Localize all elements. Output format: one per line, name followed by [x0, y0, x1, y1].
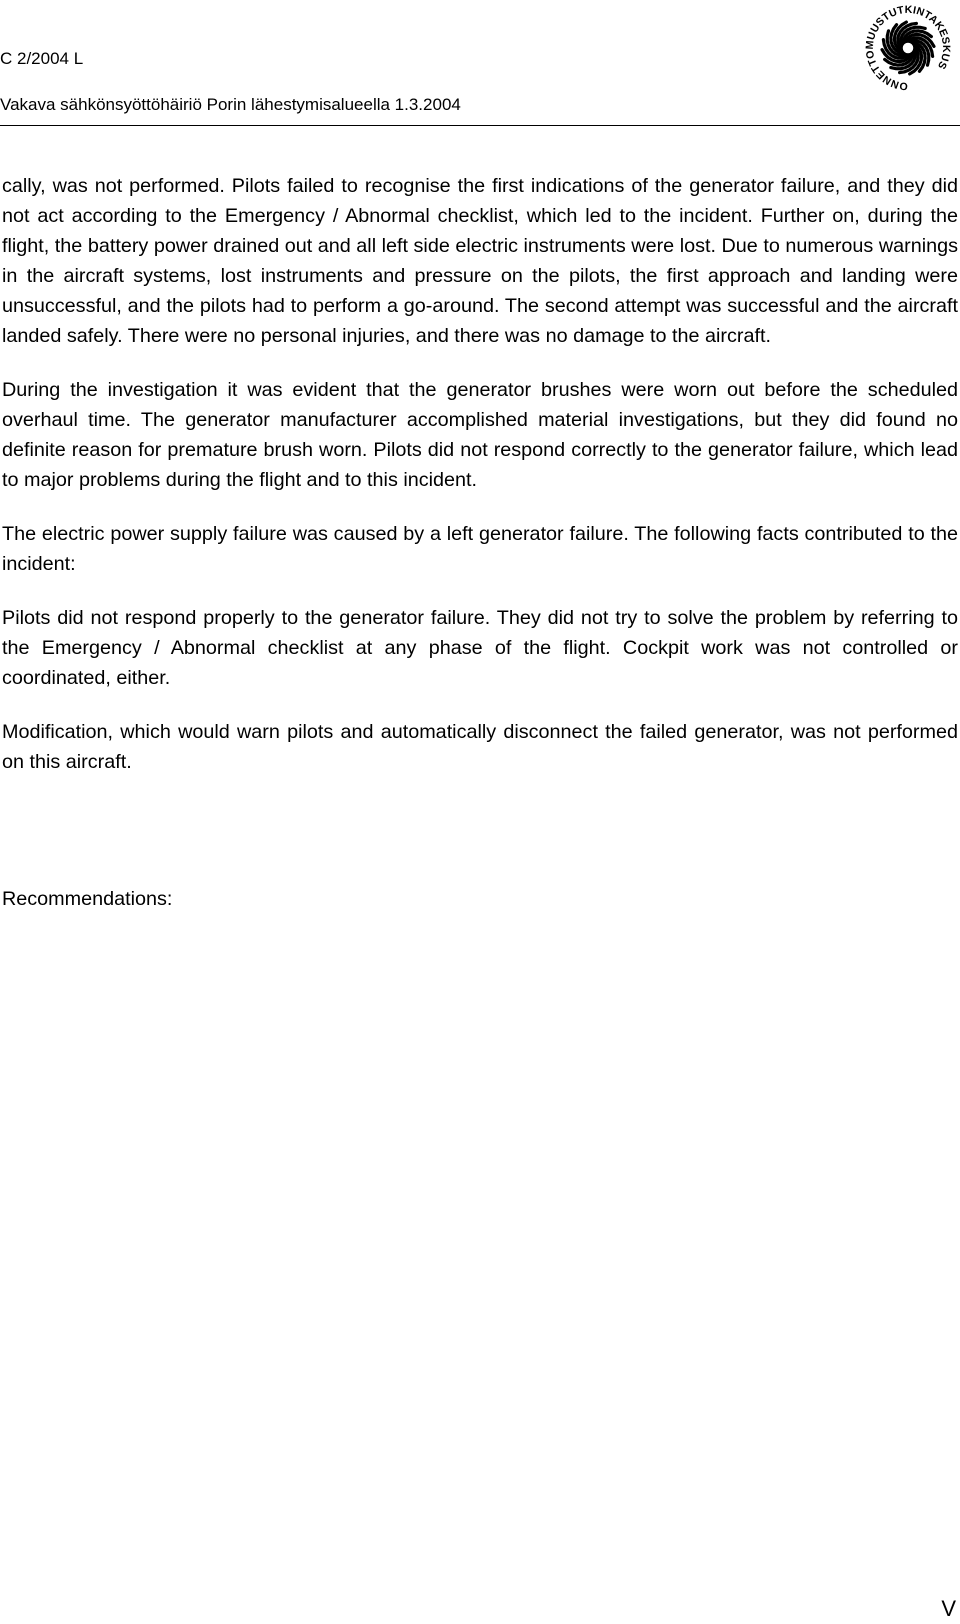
paragraph-3: The electric power supply failure was caused by a left generator failure. The following facts contributed to the incident: [2, 523, 958, 575]
seal-circular-text: ONNETTOMUUSTUTKINTAKESKUS [863, 3, 953, 93]
investigation-board-seal-icon [860, 0, 956, 106]
paragraph-5: Modification, which would warn pilots and automatically disconnect the failed generator, was not performed on this aircraft. [2, 721, 958, 773]
report-subtitle: Vakava sähkönsyöttöhäiriö Porin lähestymisalueella 1.3.2004 [0, 95, 461, 114]
report-id: C 2/2004 L [0, 49, 84, 68]
recommendations-heading: Recommendations: [2, 888, 173, 910]
page-header [0, 0, 960, 128]
paragraph-2: During the investigation it was evident that the generator brushes were worn out before the scheduled overhaul time. The generator manufacturer accomplished material investigations, but they did found no definite reason for premature brush worn. Pilots did not respond correctly to the generator failure, which lead to major problems during the flight and to this incident. [2, 379, 958, 491]
paragraph-1: cally, was not performed. Pilots failed to recognise the first indications of the generator failure, and they did not act according to the Emergency / Abnormal checklist, which led to the incident. Further on, during the flight, the battery power drained out and all left side electric instruments were lost. Due to numerous warnings in the aircraft systems, lost instruments and pressure on the pilots, the first approach and landing were unsuccessful, and the pilots had to perform a go-around. The second attempt was successful and the aircraft landed safely. There were no personal injuries, and there was no damage to the aircraft. [2, 175, 958, 347]
header-divider [0, 125, 960, 126]
paragraph-4: Pilots did not respond properly to the generator failure. They did not try to solve the problem by referring to the Emergency / Abnormal checklist at any phase of the flight. Cockpit work was not controlled or coordinated, either. [2, 607, 958, 689]
body-text [2, 171, 958, 777]
page-number: V [941, 1596, 956, 1621]
